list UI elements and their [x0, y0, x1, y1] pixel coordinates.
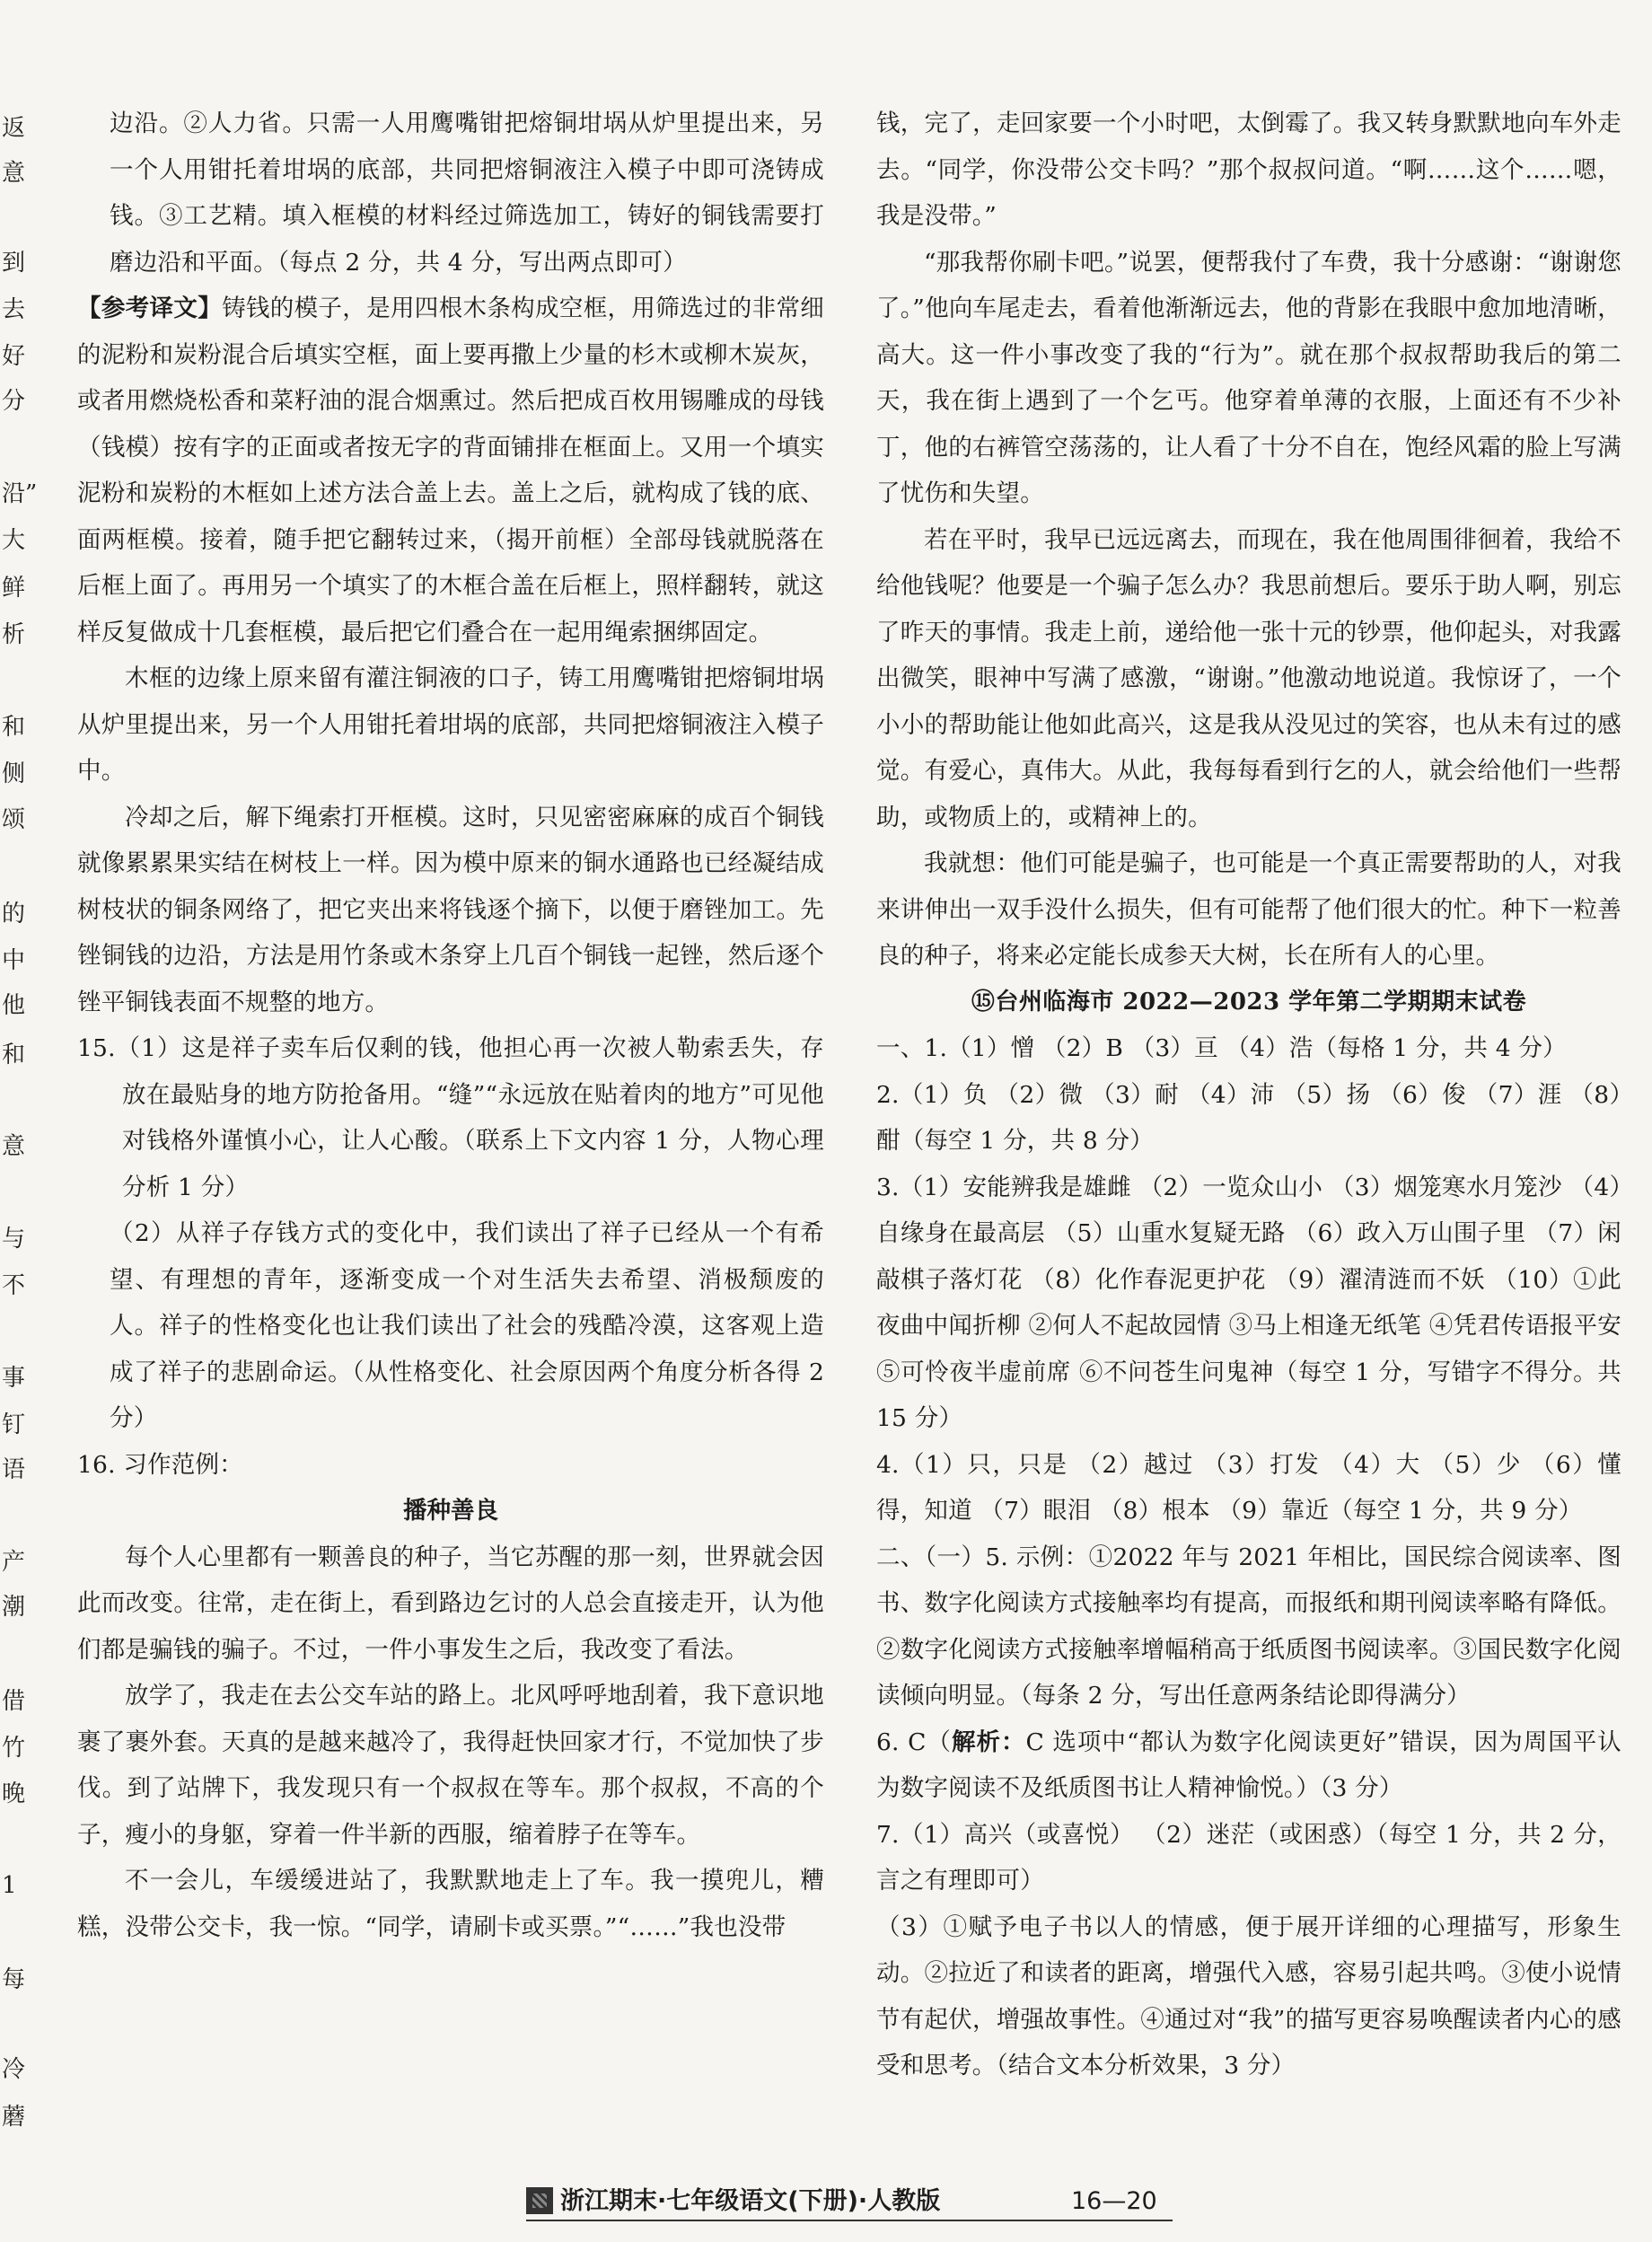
margin-char: 大: [2, 527, 26, 554]
translation-para-3: 冷却之后，解下绳索打开框模。这时，只见密密麻麻的成百个铜钱就像累累果实结在树枝上一样。因为模中原来的铜水通路也已经凝结成树枝状的铜条网络了，把它夹出来将钱逐个摘下，以便于磨锉加工。先锉铜钱的边沿，方法是用竹条或木条穿上几百个铜钱一起锉，然后逐个锉平铜钱表面不规整的地方。: [77, 803, 824, 1016]
answer-6-text: C 选项中“都认为数字化阅读更好”错误，因为周国平认为数字阅读不及纸质图书让人精神愉悦。）（3 分）: [876, 1728, 1622, 1802]
margin-char: 产: [2, 1549, 26, 1576]
margin-char: 钉: [2, 1411, 26, 1438]
essay-para-3: 不一会儿，车缓缓进站了，我默默地走上了车。我一摸兜儿，糟糕，没带公交卡，我一惊。“同学，请刷卡或买票。”“……”我也没带: [77, 1867, 824, 1941]
margin-char: 冷: [2, 2056, 26, 2083]
ref-tag: 【参考译文】: [77, 295, 223, 322]
page-range: 16—20: [1071, 2187, 1157, 2215]
margin-char: 借: [2, 1688, 26, 1715]
essay-para-6: 我就想：他们可能是骗子，也可能是一个真正需要帮助的人，对我来讲伸出一双手没什么损失，但有可能帮了他们很大的忙。种下一粒善良的种子，将来必定能长成参天大树，长在所有人的心里。: [876, 849, 1621, 970]
margin-char: 蘑: [2, 2104, 26, 2131]
answer-3: 3.（1）安能辨我是雄雌 （2）一览众山小 （3）烟笼寒水月笼沙 （4）自缘身在最高层 （5）山重水复疑无路 （6）政入万山围子里 （7）闲敲棋子落灯花 （8）化作春泥更护花 （9）濯清涟而不妖 （10）①此夜曲中闻折柳 ②何人不起故园情 ③马上相逢无纸笔 ④凭君传语报平安 ⑤可怜夜半虚前席 ⑥不问苍生问鬼神（每空 1 分，写错字不得分。共 15 分）: [876, 1173, 1621, 1432]
exam-title: ⑮台州临海市 2022—2023 学年第二学期期末试卷: [971, 988, 1527, 1015]
answer-15-1: 15.（1）这是祥子卖车后仅剩的钱，他担心再一次被人勒索丢失，存放在最贴身的地方防抢备用。“缝”“永远放在贴着肉的地方”可见他对钱格外谨慎小心，让人心酸。（联系上下文内容 1 分，人物心理分析 1 分）: [77, 1034, 824, 1201]
margin-char: 和: [2, 714, 26, 741]
translation-para-2: 木框的边缘上原来留有灌注铜液的口子，铸工用鹰嘴钳把熔铜坩埚从炉里提出来，另一个人用钳托着坩埚的底部，共同把熔铜液注入模子中。: [77, 664, 824, 785]
essay-para-3-cont: 钱，完了，走回家要一个小时吧，太倒霉了。我又转身默默地向车外走去。“同学，你没带公交卡吗？”那个叔叔问道。“啊……这个……嗯，我是没带。”: [876, 110, 1621, 230]
answer-2: 2.（1）负 （2）微 （3）耐 （4）沛 （5）扬 （6）俊 （7）涯 （8）酣（每空 1 分，共 8 分）: [876, 1080, 1621, 1155]
ref-text: 铸钱的模子，是用四根木条构成空框，用筛选过的非常细的泥粉和炭粉混合后填实空框，面上要再撒上少量的杉木或柳木炭灰，或者用燃烧松香和菜籽油的混合烟熏过。然后把成百枚用锡雕成的母钱（钱模）按有字的正面或者按无字的背面铺排在框面上。又用一个填实泥粉和炭粉的木框如上述方法合盖上去。盖上之后，就构成了钱的底、面两框模。接着，随手把它翻转过来，（揭开前框）全部母钱就脱落在后框上面了。再用另一个填实了的木框合盖在后框上，照样翻转，就这样反复做成十几套框模，最后把它们叠合在一起用绳索捆绑固定。: [77, 295, 824, 646]
margin-char: 1: [2, 1872, 17, 1899]
margin-char: 和: [2, 1042, 26, 1068]
margin-char: 的: [2, 901, 26, 928]
answer-7-3: （3）①赋予电子书以人的情感，便于展开详细的心理描写，形象生动。②拉近了和读者的距离，增强代入感，容易引起共鸣。③使小说情节有起伏，增强故事性。④通过对“我”的描写更容易唤醒读者内心的感受和思考。（结合文本分析效果，3 分）: [876, 1912, 1621, 2079]
essay-para-4: “那我帮你刷卡吧。”说罢，便帮我付了车费，我十分感谢：“谢谢您了。”他向车尾走去，看着他渐渐远去，他的背影在我眼中愈加地清晰，高大。这一件小事改变了我的“行为”。就在那个叔叔帮助我后的第二天，我在街上遇到了一个乞丐。他穿着单薄的衣服，上面还有不少补丁，他的右裤管空荡荡的，让人看了十分不自在，饱经风霜的脸上写满了忧伤和失望。: [876, 248, 1621, 507]
left-column: [77, 101, 824, 1950]
book-label: 浙江期末·七年级语文(下册)·人教版: [560, 2187, 941, 2215]
margin-char: 潮: [2, 1594, 26, 1621]
margin-char: 语: [2, 1456, 26, 1483]
margin-char: 侧: [2, 761, 26, 787]
margin-char: 意: [2, 160, 26, 187]
answer-16-label: 16. 习作范例：: [77, 1450, 243, 1479]
answer-15-2: （2）从祥子存钱方式的变化中，我们读出了祥子已经从一个有希望、有理想的青年，逐渐变成一个对生活失去希望、消极颓废的人。祥子的性格变化也让我们读出了社会的残酷冷漠，这客观上造成了祥子的悲剧命运。（从性格变化、社会原因两个角度分析各得 2 分）: [110, 1219, 824, 1432]
essay-para-5: 若在平时，我早已远远离去，而现在，我在他周围徘徊着，我给不给他钱呢？他要是一个骗子怎么办？我思前想后。要乐于助人啊，别忘了昨天的事情。我走上前，递给他一张十元的钞票，他仰起头，对我露出微笑，眼神中写满了感激，“谢谢。”他激动地说道。我惊讶了，一个小小的帮助能让他如此高兴，这是我从没见过的笑容，也从未有过的感觉。有爱心，真伟大。从此，我每每看到行乞的人，就会给他们一些帮助，或物质上的，或精神上的。: [876, 525, 1621, 831]
margin-char: 每: [2, 1966, 26, 1993]
answer-1: 一、1.（1）憎 （2）B （3）亘 （4）浩（每格 1 分，共 4 分）: [876, 1034, 1567, 1062]
margin-char: 到: [2, 250, 26, 277]
answer-5: 二、（一）5. 示例：①2022 年与 2021 年相比，国民综合阅读率、图书、数字化阅读方式接触率均有提高，而报纸和期刊阅读率略有降低。②数字化阅读方式接触率增幅稍高于纸质图书阅读率。③国民数字化阅读倾向明显。（每条 2 分，写出任意两条结论即得满分）: [876, 1543, 1621, 1710]
margin-char: 晚: [2, 1780, 26, 1807]
right-column: [876, 101, 1621, 2089]
margin-char: 去: [2, 296, 26, 323]
margin-char: 返: [2, 115, 26, 142]
margin-char: 意: [2, 1133, 26, 1160]
margin-char: 不: [2, 1272, 26, 1299]
margin-char: 竹: [2, 1735, 26, 1762]
margin-char: 析: [2, 621, 26, 648]
reference-translation: [77, 286, 824, 655]
margin-char: 分: [2, 388, 26, 415]
margin-char: 与: [2, 1226, 26, 1253]
essay-para-2: 放学了，我走在去公交车站的路上。北风呼呼地刮着，我下意识地裹了裹外套。天真的是越来越冷了，我得赶快回家才行，不觉加快了步伐。到了站牌下，我发现只有一个叔叔在等车。那个叔叔，不高的个子，瘦小的身躯，穿着一件半新的西服，缩着脖子在等车。: [77, 1682, 824, 1849]
margin-char: 鲜: [2, 575, 26, 602]
margin-char: 他: [2, 992, 26, 1019]
essay-para-1: 每个人心里都有一颗善良的种子，当它苏醒的那一刻，世界就会因此而改变。往常，走在街上，看到路边乞讨的人总会直接走开，认为他们都是骗钱的骗子。不过，一件小事发生之后，我改变了看法。: [77, 1543, 824, 1664]
answer-7-1: 7.（1）高兴（或喜悦） （2）迷茫（或困惑）（每空 1 分，共 2 分，言之有理即可）: [876, 1820, 1621, 1895]
answer-4: 4.（1）只，只是 （2）越过 （3）打发 （4）大 （5）少 （6）懂得，知道 （7）眼泪 （8）根本 （9）靠近（每空 1 分，共 9 分）: [876, 1450, 1621, 1525]
answer-14-cont: 边沿。②人力省。只需一人用鹰嘴钳把熔铜坩埚从炉里提出来，另一个人用钳托着坩埚的底部，共同把熔铜液注入模子中即可浇铸成钱。③工艺精。填入框模的材料经过筛选加工，铸好的铜钱需要打磨边沿和平面。（每点 2 分，共 4 分，写出两点即可）: [110, 110, 824, 277]
answer-6: [876, 1719, 1621, 1812]
margin-char: 事: [2, 1365, 26, 1392]
margin-char: 好: [2, 343, 26, 370]
essay-title: 播种善良: [403, 1497, 498, 1525]
margin-char: 颂: [2, 806, 26, 833]
answer-6-prefix: 6. C（: [876, 1728, 952, 1756]
publisher-logo-icon: [526, 2187, 553, 2214]
margin-char: 沿”: [2, 480, 38, 507]
page-footer: [526, 2184, 1173, 2221]
margin-char: 中: [2, 947, 26, 974]
analysis-tag: 解析：: [951, 1728, 1026, 1756]
